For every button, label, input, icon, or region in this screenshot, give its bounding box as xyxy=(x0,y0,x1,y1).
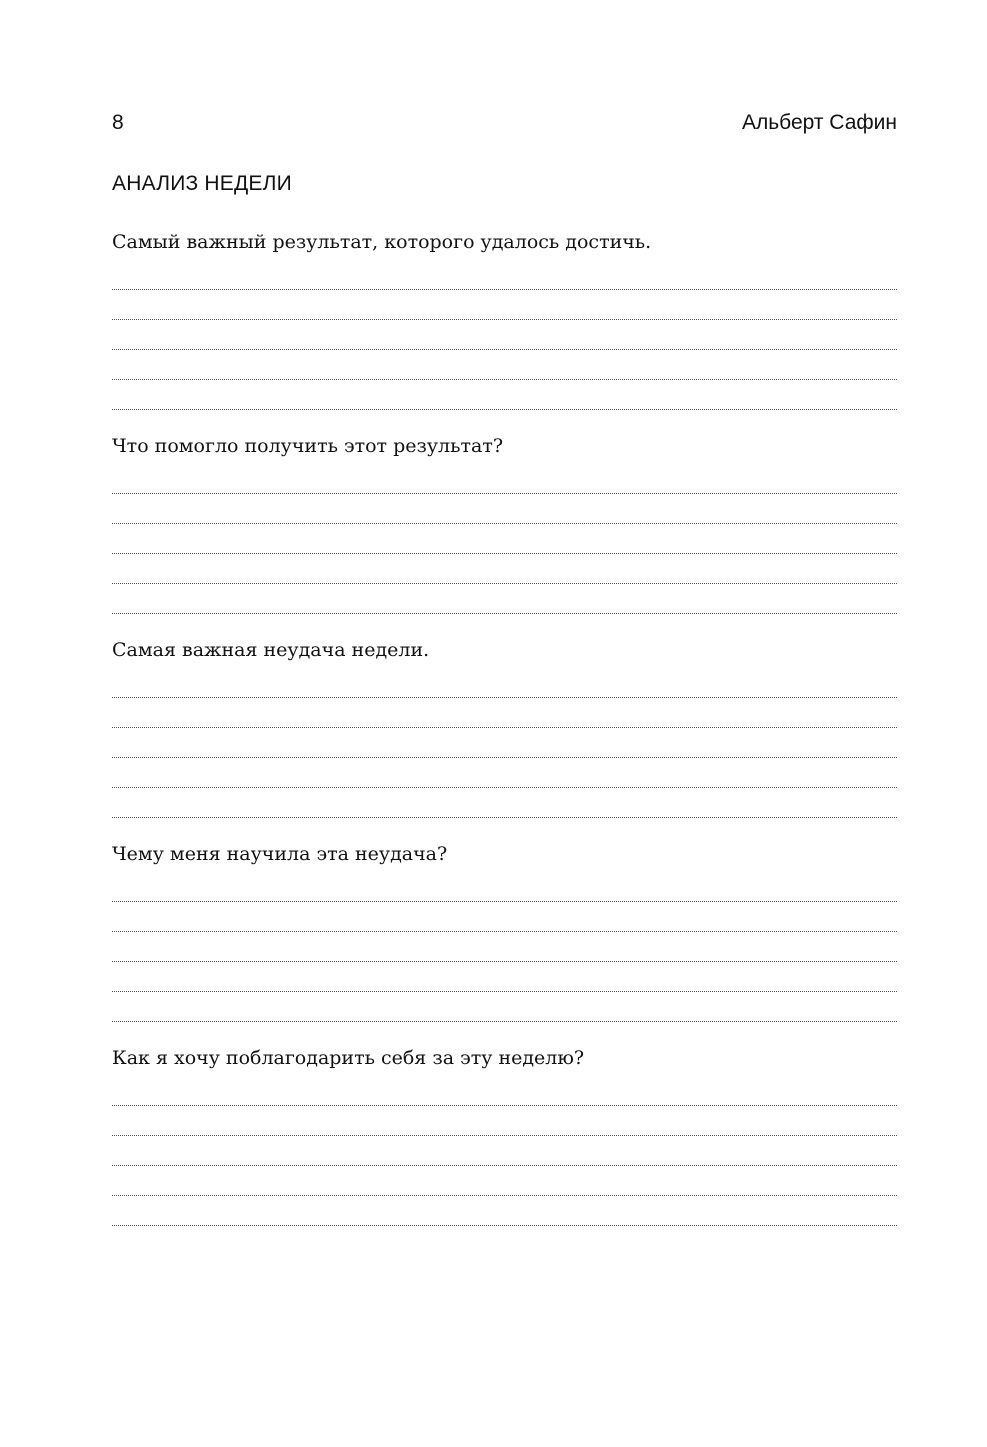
answer-line xyxy=(112,569,897,599)
question-text: Самый важный результат, которого удалось достичь. xyxy=(112,231,652,253)
question-text: Самая важная неудача недели. xyxy=(112,639,430,661)
question-text: Что помогло получить этот результат? xyxy=(112,435,504,457)
answer-line xyxy=(112,743,897,773)
answer-line xyxy=(112,773,897,803)
answer-line xyxy=(112,887,897,917)
page-number: 8 xyxy=(112,111,124,134)
answer-line xyxy=(112,977,897,1007)
answer-line xyxy=(112,305,897,335)
answer-line xyxy=(112,335,897,365)
author-name: Альберт Сафин xyxy=(741,111,897,134)
answer-line xyxy=(112,365,897,395)
answer-line xyxy=(112,1007,897,1037)
answer-line xyxy=(112,599,897,629)
question-block-4 xyxy=(112,841,897,1037)
question-text: Чему меня научила эта неудача? xyxy=(112,843,448,865)
section-title: АНАЛИЗ НЕДЕЛИ xyxy=(112,172,292,195)
answer-line xyxy=(112,509,897,539)
question-block-3 xyxy=(112,637,897,833)
answer-line xyxy=(112,683,897,713)
question-block-1 xyxy=(112,229,897,425)
answer-line xyxy=(112,1121,897,1151)
answer-line xyxy=(112,947,897,977)
answer-lines xyxy=(112,275,897,425)
answer-line xyxy=(112,539,897,569)
question-block-2 xyxy=(112,433,897,629)
answer-line xyxy=(112,479,897,509)
answer-line xyxy=(112,395,897,425)
answer-line xyxy=(112,1211,897,1241)
answer-line xyxy=(112,275,897,305)
page-header xyxy=(112,108,897,138)
question-text: Как я хочу поблагодарить себя за эту неделю? xyxy=(112,1047,585,1069)
answer-lines xyxy=(112,887,897,1037)
answer-line xyxy=(112,713,897,743)
answer-line xyxy=(112,917,897,947)
answer-line xyxy=(112,803,897,833)
answer-lines xyxy=(112,683,897,833)
question-block-5 xyxy=(112,1045,897,1241)
answer-line xyxy=(112,1151,897,1181)
answer-line xyxy=(112,1181,897,1211)
answer-line xyxy=(112,1091,897,1121)
answer-lines xyxy=(112,1091,897,1241)
answer-lines xyxy=(112,479,897,629)
